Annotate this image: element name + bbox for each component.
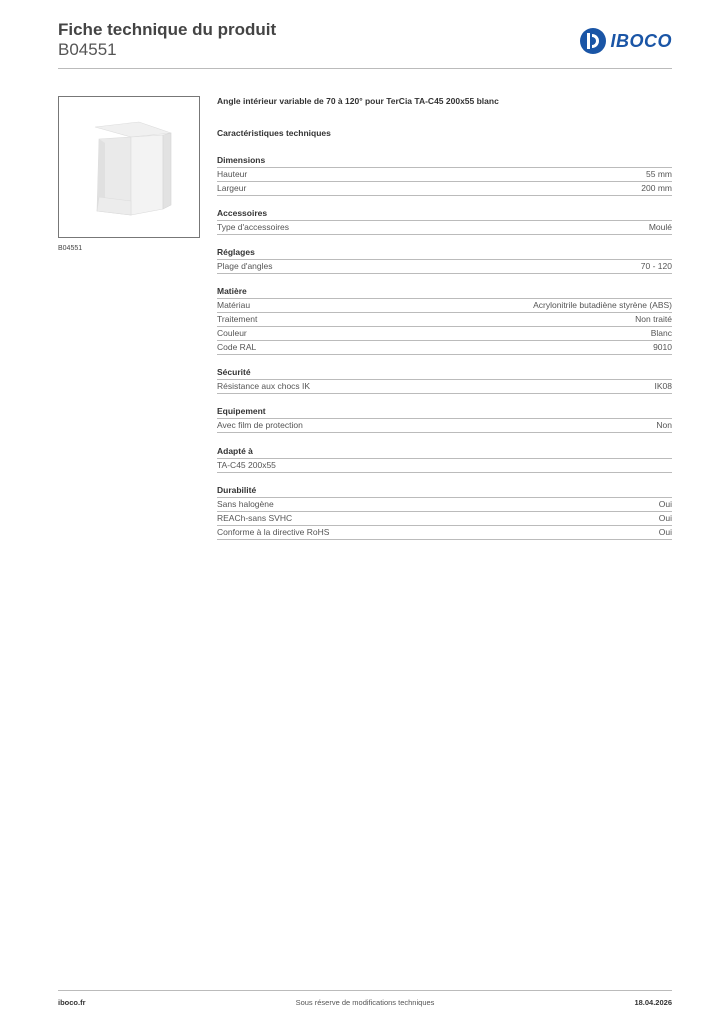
spec-row — [217, 299, 672, 313]
section-title: Matière — [217, 285, 672, 299]
spec-value: Oui — [658, 513, 672, 523]
spec-row — [217, 182, 672, 196]
spec-row — [217, 313, 672, 327]
spec-label: Couleur — [217, 328, 247, 338]
spec-value: Moulé — [648, 222, 672, 232]
spec-row — [217, 221, 672, 235]
section-reglages — [217, 246, 672, 274]
spec-label: Avec film de protection — [217, 420, 303, 430]
spec-label: Résistance aux chocs IK — [217, 381, 311, 391]
spec-value: Oui — [658, 499, 672, 509]
product-title: Angle intérieur variable de 70 à 120° pour TerCia TA-C45 200x55 blanc — [217, 96, 499, 106]
page-title: Fiche technique du produit — [58, 20, 277, 39]
spec-label: REACh-sans SVHC — [217, 513, 293, 523]
spec-value: Blanc — [650, 328, 672, 338]
section-title: Durabilité — [217, 484, 672, 498]
spec-label: Largeur — [217, 183, 247, 193]
brand-name: IBOCO — [610, 30, 672, 51]
specifications — [217, 96, 672, 551]
footer-divider — [58, 990, 672, 991]
spec-value: 70 - 120 — [640, 261, 672, 271]
spec-value: Acrylonitrile butadiène styrène (ABS) — [533, 300, 672, 310]
section-adapte — [217, 445, 672, 473]
section-title: Adapté à — [217, 445, 672, 459]
spec-label: Traitement — [217, 314, 258, 324]
spec-row — [217, 526, 672, 540]
spec-row — [217, 168, 672, 182]
spec-value: Non traité — [635, 314, 672, 324]
specs-heading: Caractéristiques techniques — [217, 128, 331, 138]
brand-logo — [580, 28, 672, 54]
spec-row — [217, 380, 672, 394]
section-title: Réglages — [217, 246, 672, 260]
spec-label: Matériau — [217, 300, 251, 310]
spec-label: Sans halogène — [217, 499, 274, 509]
spec-row — [217, 512, 672, 526]
product-image — [58, 96, 200, 238]
header-divider — [58, 68, 672, 69]
spec-value: 55 mm — [646, 169, 672, 179]
spec-label: Conforme à la directive RoHS — [217, 527, 330, 537]
corner-piece-illustration — [59, 97, 199, 237]
spec-value: 9010 — [653, 342, 672, 352]
footer-date: 18.04.2026 — [634, 998, 672, 1007]
spec-row — [217, 459, 672, 473]
page-header — [58, 20, 672, 70]
section-durabilite — [217, 484, 672, 540]
spec-row — [217, 341, 672, 355]
iboco-logo-icon — [580, 28, 606, 54]
section-title: Equipement — [217, 405, 672, 419]
section-title: Accessoires — [217, 207, 672, 221]
section-matiere — [217, 285, 672, 355]
spec-row — [217, 260, 672, 274]
spec-value: 200 mm — [641, 183, 672, 193]
product-code: B04551 — [58, 40, 117, 59]
spec-value: IK08 — [654, 381, 672, 391]
section-title: Sécurité — [217, 366, 672, 380]
section-securite — [217, 366, 672, 394]
spec-value: Non — [656, 420, 672, 430]
spec-label: Code RAL — [217, 342, 257, 352]
spec-label: Hauteur — [217, 169, 248, 179]
spec-row — [217, 419, 672, 433]
spec-value: Oui — [658, 527, 672, 537]
footer-site-link[interactable]: iboco.fr — [58, 998, 86, 1007]
spec-label: Type d'accessoires — [217, 222, 290, 232]
section-dimensions — [217, 154, 672, 196]
image-caption: B04551 — [58, 245, 83, 252]
section-equipement — [217, 405, 672, 433]
spec-label: TA-C45 200x55 — [217, 460, 276, 470]
footer-note: Sous réserve de modifications techniques — [295, 998, 435, 1007]
spec-label: Plage d'angles — [217, 261, 273, 271]
spec-row — [217, 498, 672, 512]
section-title: Dimensions — [217, 154, 672, 168]
spec-row — [217, 327, 672, 341]
section-accessoires — [217, 207, 672, 235]
